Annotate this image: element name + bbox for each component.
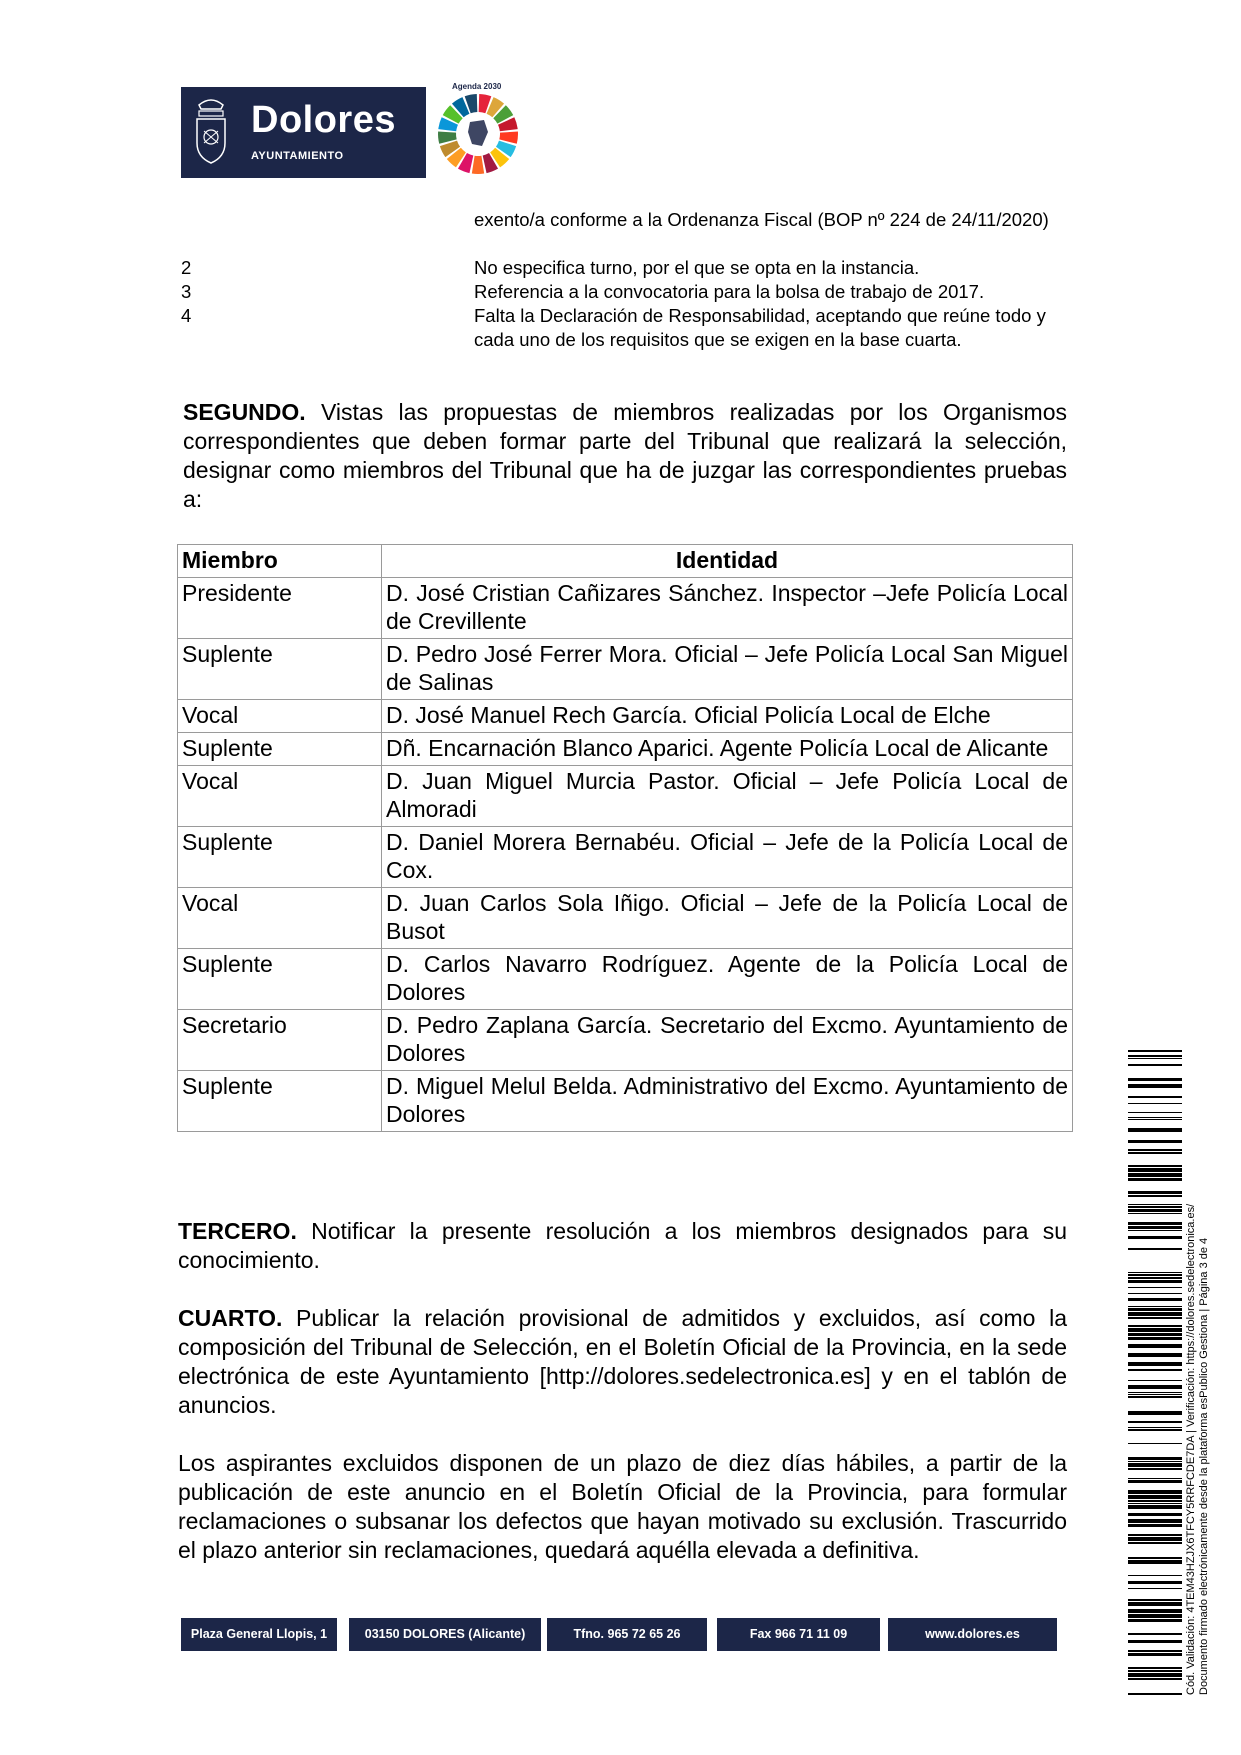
member-role: Suplente bbox=[178, 827, 382, 888]
final-paragraph: Los aspirantes excluidos disponen de un plazo de diez días hábiles, a partir de la publicación de este anuncio en el Boletín Oficial de la Provincia, para formular reclamaciones o subsanar los defectos que hayan motivado su exclusión. Trascurrido el plazo anterior sin reclamaciones, quedará aquélla elevada a definitiva. bbox=[178, 1450, 1067, 1563]
tercero-paragraph bbox=[178, 1217, 1067, 1275]
cuarto-paragraph bbox=[178, 1304, 1067, 1420]
footnote-number: 2 bbox=[181, 257, 192, 278]
member-identity: D. Miguel Melul Belda. Administrativo del Excmo. Ayuntamiento de Dolores bbox=[382, 1071, 1073, 1132]
footnote-text: Referencia a la convocatoria para la bolsa de trabajo de 2017. bbox=[474, 281, 985, 302]
segundo-heading: SEGUNDO. bbox=[183, 399, 306, 425]
member-identity: D. José Cristian Cañizares Sánchez. Inspector –Jefe Policía Local de Crevillente bbox=[382, 578, 1073, 639]
member-identity: D. Pedro José Ferrer Mora. Oficial – Jefe Policía Local San Miguel de Salinas bbox=[382, 639, 1073, 700]
agenda-2030-wheel-icon bbox=[430, 84, 526, 180]
tercero-text: Notificar la presente resolución a los miembros designados para su conocimiento. bbox=[178, 1218, 1067, 1273]
member-identity: D. Juan Miguel Murcia Pastor. Oficial – Jefe Policía Local de Almoradi bbox=[382, 766, 1073, 827]
member-identity: D. Juan Carlos Sola Iñigo. Oficial – Jefe de la Policía Local de Busot bbox=[382, 888, 1073, 949]
column-header-identidad: Identidad bbox=[382, 545, 1073, 578]
table-header-row bbox=[178, 545, 1073, 578]
barcode-icon bbox=[1128, 1050, 1182, 1695]
member-role: Vocal bbox=[178, 700, 382, 733]
footnote-text: Falta la Declaración de Responsabilidad, aceptando que reúne todo y cada uno de los requisitos que se exigen en la base cuarta. bbox=[474, 305, 1046, 350]
footnote-number: 4 bbox=[181, 305, 192, 326]
table-row bbox=[178, 639, 1073, 700]
segundo-paragraph bbox=[183, 398, 1067, 514]
cuarto-heading: CUARTO. bbox=[178, 1305, 283, 1331]
table-row bbox=[178, 949, 1073, 1010]
table-row bbox=[178, 733, 1073, 766]
footer-phone: Tfno. 965 72 65 26 bbox=[547, 1618, 707, 1651]
member-identity: Dñ. Encarnación Blanco Aparici. Agente Policía Local de Alicante bbox=[382, 733, 1073, 766]
column-header-miembro: Miembro bbox=[178, 545, 382, 578]
member-role: Suplente bbox=[178, 733, 382, 766]
validation-text bbox=[1185, 1050, 1211, 1695]
table-row bbox=[178, 1010, 1073, 1071]
table-row bbox=[178, 700, 1073, 733]
footnote-text: exento/a conforme a la Ordenanza Fiscal (BOP nº 224 de 24/11/2020) bbox=[474, 209, 1049, 230]
member-role: Secretario bbox=[178, 1010, 382, 1071]
tercero-heading: TERCERO. bbox=[178, 1218, 297, 1244]
cuarto-text: Publicar la relación provisional de admitidos y excluidos, así como la composición del Tribunal de Selección, en el Boletín Oficial de la Provincia, en la sede electrónica de este Ayuntamiento [http://dolores.sedelectronica.es] y en el tablón de anuncios. bbox=[178, 1305, 1067, 1418]
footnote-number: 3 bbox=[181, 281, 192, 302]
footer-address: Plaza General Llopis, 1 bbox=[181, 1618, 337, 1651]
member-identity: D. Daniel Morera Bernabéu. Oficial – Jefe de la Policía Local de Cox. bbox=[382, 827, 1073, 888]
member-role: Suplente bbox=[178, 949, 382, 1010]
tribunal-table bbox=[177, 544, 1073, 1132]
table-row bbox=[178, 766, 1073, 827]
member-role: Vocal bbox=[178, 888, 382, 949]
member-role: Presidente bbox=[178, 578, 382, 639]
ayuntamiento-logo bbox=[181, 87, 426, 178]
member-identity: D. José Manuel Rech García. Oficial Policía Local de Elche bbox=[382, 700, 1073, 733]
member-identity: D. Pedro Zaplana García. Secretario del Excmo. Ayuntamiento de Dolores bbox=[382, 1010, 1073, 1071]
table-row bbox=[178, 1071, 1073, 1132]
validation-line-1: Cód. Validación: 4TEM43HZJX6TFCY5RRFCDE7DA | Verificación: https://dolores.sedelectronica.es/ bbox=[1185, 1203, 1197, 1695]
logo-name: Dolores bbox=[251, 99, 396, 141]
agenda-label: Agenda 2030 bbox=[452, 82, 502, 91]
member-role: Suplente bbox=[178, 1071, 382, 1132]
segundo-text: Vistas las propuestas de miembros realizadas por los Organismos correspondientes que deben formar parte del Tribunal que realizará la selección, designar como miembros del Tribunal que ha de juzgar las correspondientes pruebas a: bbox=[183, 399, 1067, 512]
member-identity: D. Carlos Navarro Rodríguez. Agente de la Policía Local de Dolores bbox=[382, 949, 1073, 1010]
logo-subtitle: AYUNTAMIENTO bbox=[251, 150, 344, 162]
footer-fax: Fax 966 71 11 09 bbox=[717, 1618, 880, 1651]
table-row bbox=[178, 888, 1073, 949]
validation-line-2: Documento firmado electrónicamente desde la plataforma esPublico Gestiona | Página 3 de 4 bbox=[1198, 1237, 1210, 1695]
table-row bbox=[178, 578, 1073, 639]
member-role: Suplente bbox=[178, 639, 382, 700]
member-role: Vocal bbox=[178, 766, 382, 827]
footnote-text: No especifica turno, por el que se opta en la instancia. bbox=[474, 257, 920, 278]
footer-website: www.dolores.es bbox=[888, 1618, 1057, 1651]
table-row bbox=[178, 827, 1073, 888]
footer-city: 03150 DOLORES (Alicante) bbox=[349, 1618, 541, 1651]
coat-of-arms-icon bbox=[191, 95, 231, 170]
